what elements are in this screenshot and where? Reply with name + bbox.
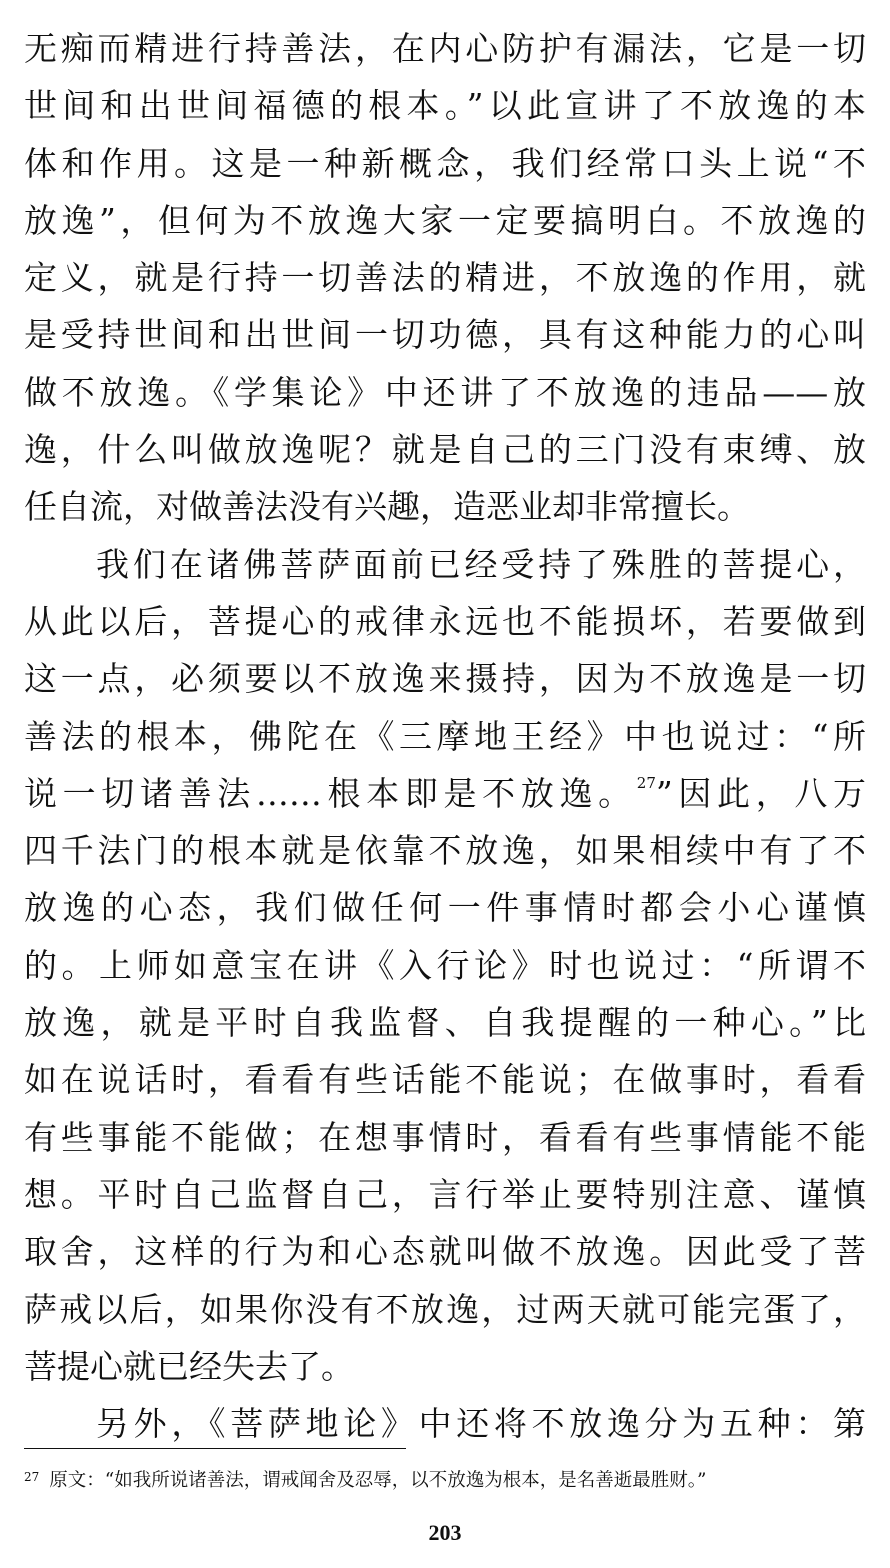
- text-line: 萨戒以后，如果你没有不放逸，过两天就可能完蛋了，: [24, 1289, 866, 1329]
- text-line: 世间和出世间福德的根本。”以此宣讲了不放逸的本: [24, 86, 866, 126]
- text-line: 有些事能不能做；在想事情时，看看有些事情能不能: [24, 1117, 866, 1157]
- footnote-number: 27: [24, 1470, 40, 1484]
- text-line: 如在说话时，看看有些话能不能说；在做事时，看看: [24, 1060, 866, 1100]
- text-line: 任自流，对做善法没有兴趣，造恶业却非常擅长。: [24, 487, 750, 527]
- text-line: 定义，就是行持一切善法的精进，不放逸的作用，就: [24, 258, 866, 298]
- text-line: 放逸，就是平时自我监督、自我提醒的一种心。”比: [24, 1003, 866, 1043]
- paragraph-start-line: 另外，《菩萨地论》中还将不放逸分为五种：第: [96, 1404, 866, 1444]
- text-line: 的。上师如意宝在讲《入行论》时也说过：“所谓不: [24, 945, 866, 985]
- text-line: 做不放逸。《学集论》中还讲了不放逸的违品——放: [24, 372, 866, 412]
- text-line: 逸，什么叫做放逸呢？就是自己的三门没有束缚、放: [24, 430, 866, 470]
- text-segment: ”因此，八万: [655, 773, 866, 813]
- page-number: 203: [428, 1520, 462, 1545]
- text-line: 放逸”，但何为不放逸大家一定要搞明白。不放逸的: [24, 200, 866, 240]
- footnote-reference[interactable]: 27: [636, 773, 656, 792]
- text-line: 想。平时自己监督自己，言行举止要特别注意、谨慎: [24, 1174, 866, 1214]
- text-line: 取舍，这样的行为和心态就叫做不放逸。因此受了菩: [24, 1232, 866, 1272]
- text-line-with-footnote-ref: [24, 765, 866, 822]
- text-line: 放逸的心态，我们做任何一件事情时都会小心谨慎: [24, 888, 866, 928]
- footnote: [24, 1466, 874, 1496]
- footnote-divider: [24, 1448, 406, 1449]
- text-line: 这一点，必须要以不放逸来摄持，因为不放逸是一切: [24, 659, 866, 699]
- paragraph-start-line: 我们在诸佛菩萨面前已经受持了殊胜的菩提心，: [96, 544, 866, 584]
- text-line: 是受持世间和出世间一切功德，具有这种能力的心叫: [24, 315, 866, 355]
- text-line: 体和作用。这是一种新概念，我们经常口头上说“不: [24, 143, 866, 183]
- footnote-text: 原文：“如我所说诸善法，谓戒闻舍及忍辱，以不放逸为根本，是名善逝最胜财。”: [49, 1470, 707, 1491]
- text-line: 善法的根本，佛陀在《三摩地王经》中也说过：“所: [24, 716, 866, 756]
- text-line: 菩提心就已经失去了。: [24, 1346, 354, 1386]
- text-segment: 说一切诸善法……根本即是不放逸。: [24, 773, 637, 813]
- text-line: 无痴而精进行持善法，在内心防护有漏法，它是一切: [24, 29, 866, 68]
- body-text: [24, 20, 866, 1452]
- text-line: 从此以后，菩提心的戒律永远也不能损坏，若要做到: [24, 601, 866, 641]
- text-line: 四千法门的根本就是依靠不放逸，如果相续中有了不: [24, 831, 866, 871]
